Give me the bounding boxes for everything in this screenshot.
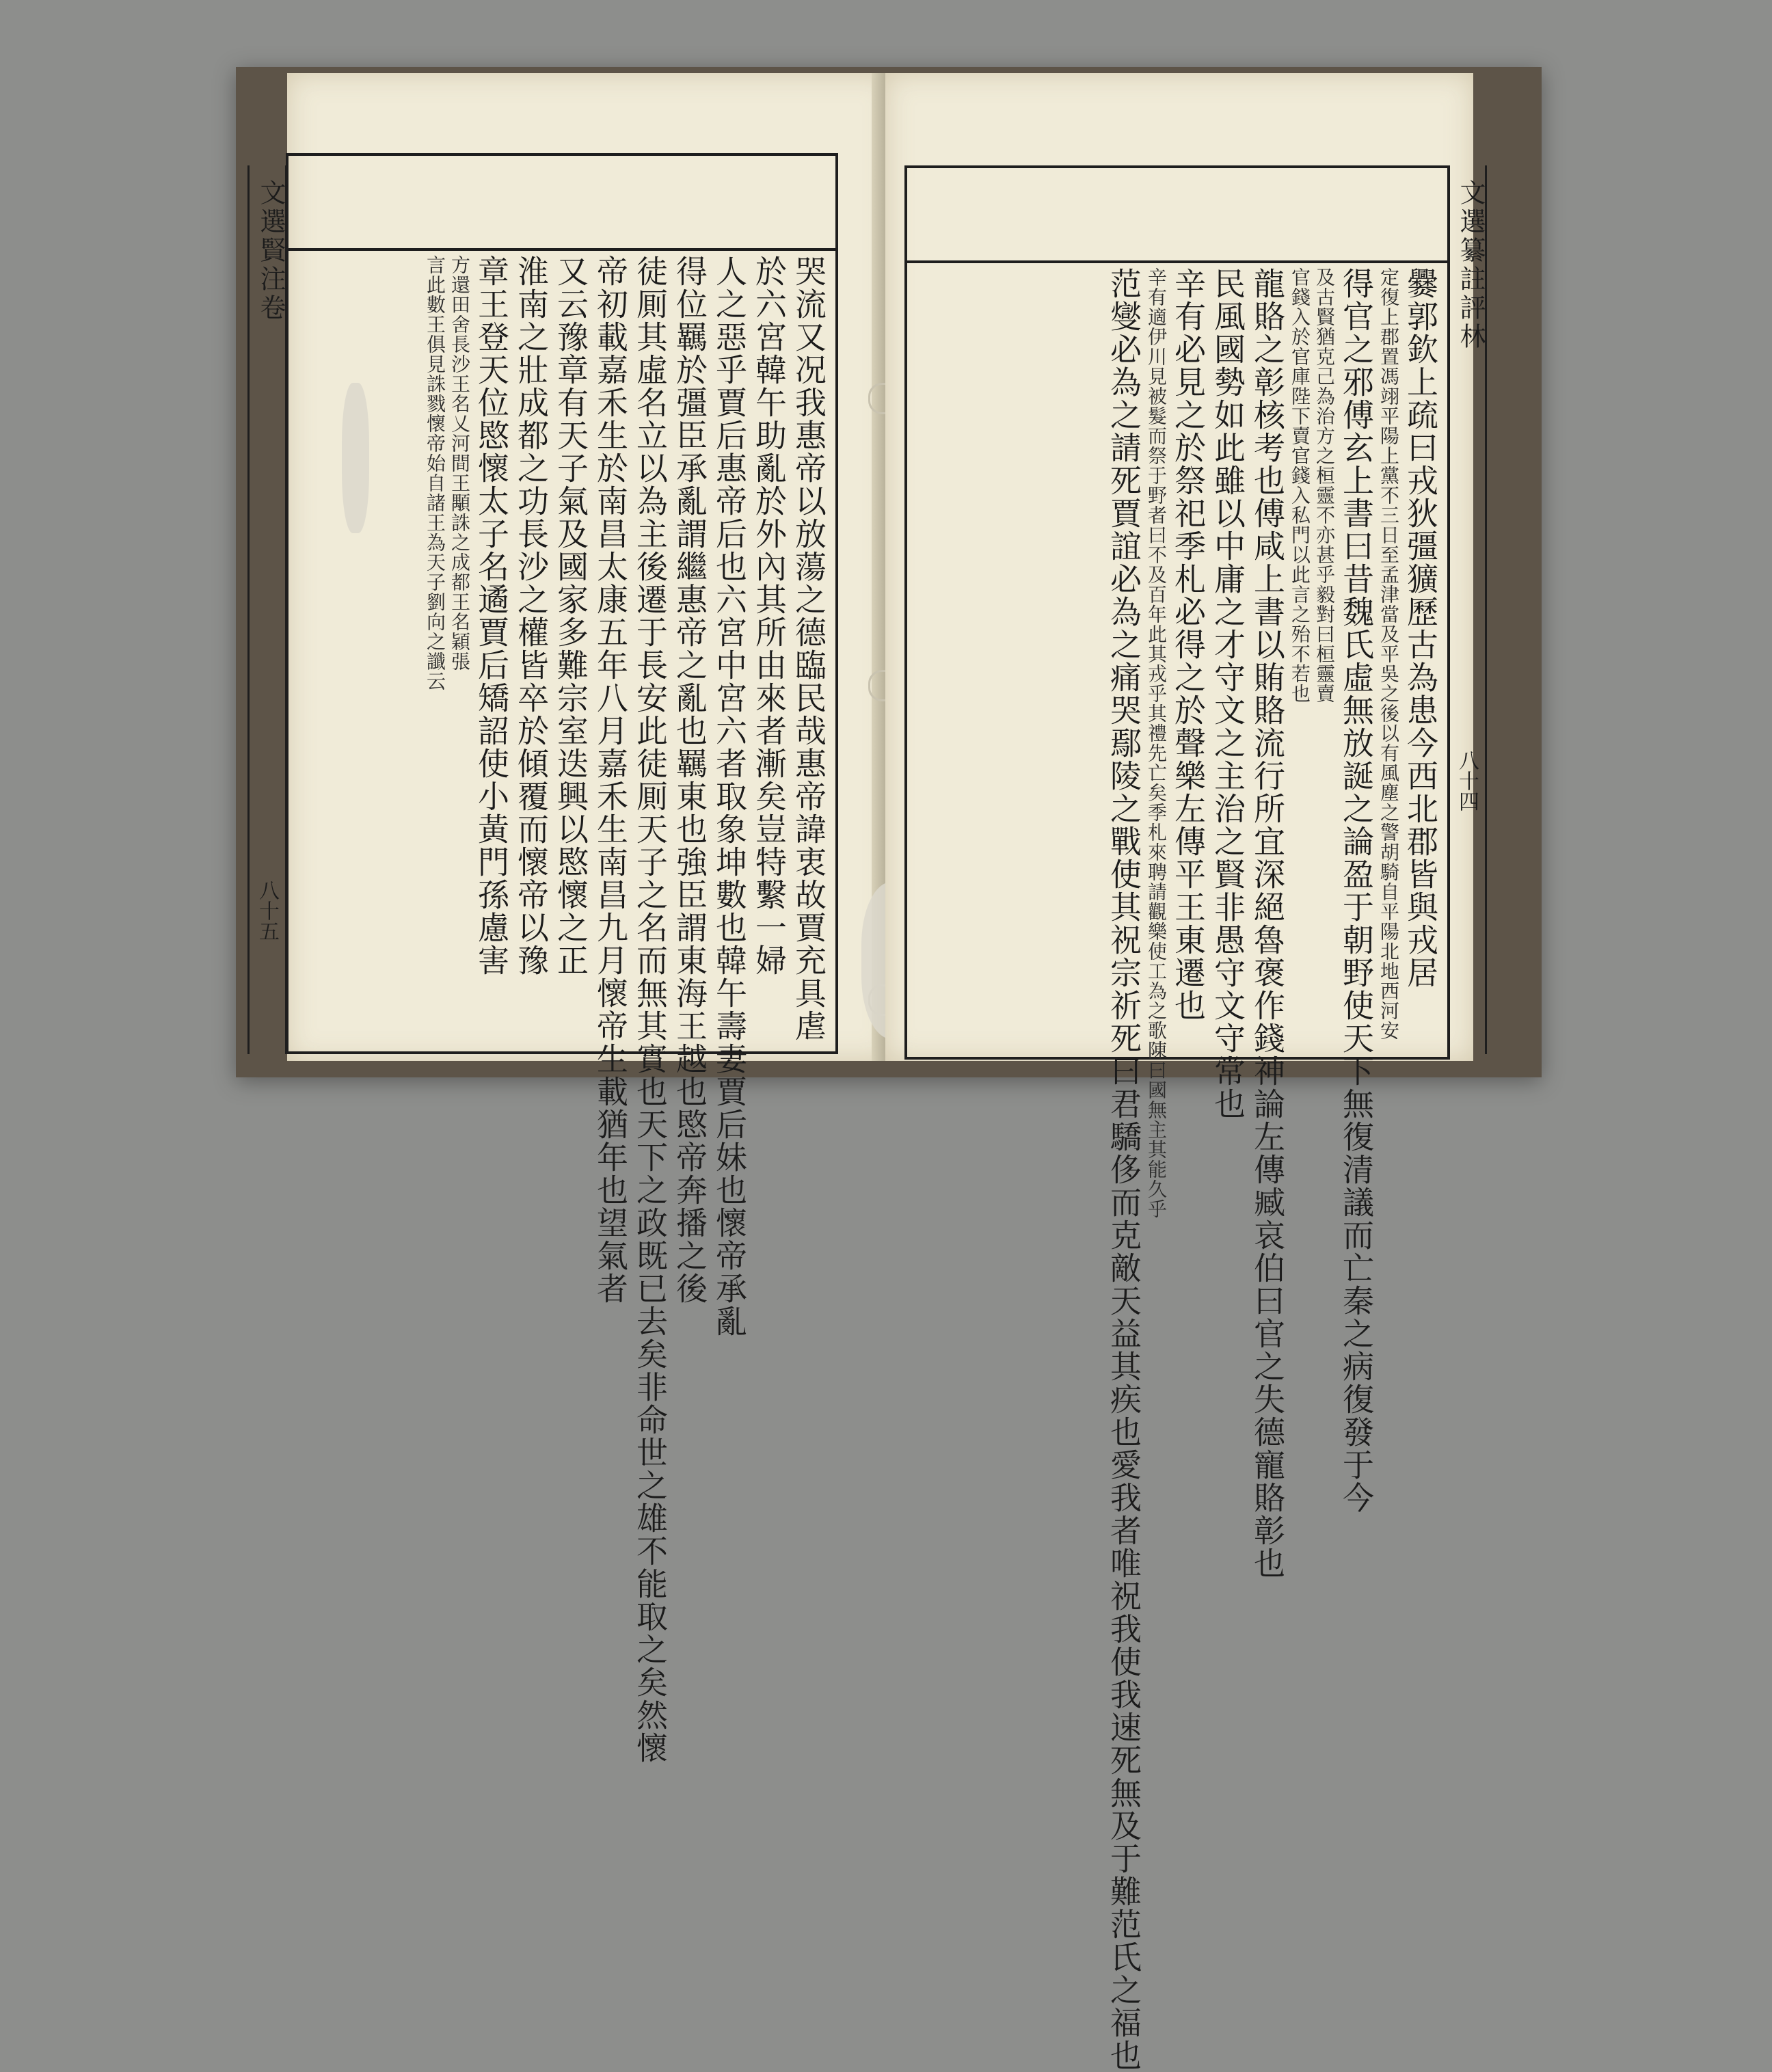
text-column: 淮南之壯成都之功長沙之權皆卒於傾覆而懷帝以豫	[513, 255, 550, 977]
text-column: 爨郭欽上疏曰戎狄彊獷歷古為患今西北郡皆與戎居	[1402, 267, 1439, 989]
right-text-frame	[904, 165, 1450, 2072]
text-column: 言此數王俱見誅戮懷帝始自諸王為天子劉向之讖云	[424, 255, 446, 691]
text-column: 官錢入於官庫陛下賣官錢入私門以此言之殆不若也	[1289, 267, 1311, 703]
paper-damage	[342, 383, 369, 533]
text-column: 辛有必見之於祭祀季札必得之於聲樂左傳平王東遷也	[1170, 267, 1207, 1022]
text-column: 又云豫章有天子氣及國家多難宗室迭興以愍懷之正	[552, 255, 589, 977]
text-column: 得官之邪傅玄上書曰昔魏氏虛無放誕之論盈于朝野使天下無復清議而亡秦之病復發于今	[1338, 267, 1375, 1514]
text-column: 哭流又况我惠帝以放蕩之德臨民哉惠帝諱衷故賈充具虐	[790, 255, 827, 1042]
right-spine	[1447, 165, 1487, 1054]
text-column: 龍賂之彰核考也傅咸上書以賄賂流行所宜深絕魯褒作錢神論左傳臧哀伯曰官之失德寵賂彰也	[1249, 267, 1286, 1580]
left-columns	[295, 255, 829, 1764]
text-column: 帝初載嘉禾生於南昌太康五年八月嘉禾生南昌九月懷帝生載猶年也望氣者	[592, 255, 629, 1305]
right-fold-number: 八十四	[1455, 750, 1479, 811]
right-columns	[914, 267, 1440, 2072]
text-column: 辛有適伊川見被髮而祭于野者曰不及百年此其戎乎其禮先亡矣季札來聘請觀樂使工為之歌陳曰國無主其能久乎	[1145, 267, 1168, 1219]
left-spine-title: 文選賢注卷	[256, 179, 286, 323]
left-page	[255, 73, 892, 1764]
text-column: 人之惡乎賈后惠帝后也六宮中宮六者取象坤數也韓午壽妻賈后妹也懷帝承亂	[711, 255, 748, 1338]
right-header-box	[907, 168, 1447, 263]
text-column: 方還田舍長沙王名乂河間王顒誅之成都王名穎張	[448, 255, 471, 671]
text-column: 章王登天位愍懷太子名遹賈后矯詔使小黃門孫慮害	[473, 255, 510, 977]
text-column: 徒厠其虛名立以為主後遷于長安此徒厠天子之名而無其實也天下之政既已去矣非命世之雄不能取之矣然懷	[632, 255, 669, 1764]
text-column: 及古賢猶克己為治方之桓靈不亦甚乎毅對曰桓靈賣	[1313, 267, 1336, 703]
right-spine-title: 文選纂註評林	[1455, 179, 1486, 351]
left-header-box	[288, 156, 835, 251]
left-text-frame	[286, 153, 838, 1764]
text-column: 得位羈於彊臣承亂謂繼惠帝之亂也羈東也強臣謂東海王越也愍帝奔播之後	[671, 255, 708, 1305]
text-column: 定復上郡置馮翊平陽上黨不三日至孟津當及平吳之後以有風塵之警胡騎自平陽北地西河安	[1378, 267, 1400, 1040]
text-column: 范燮必為之請死賈誼必為之痛哭鄢陵之戰使其祝宗祈死曰君驕侈而克敵天益其疾也愛我者唯祝我使我速死無及于難范氏之福也	[1105, 267, 1142, 2072]
text-column: 民風國勢如此雖以中庸之才守文之主治之賢非愚守文守常也	[1209, 267, 1246, 1120]
text-column: 於六宮韓午助亂於外內其所由來者漸矣豈特繫一婦	[751, 255, 788, 977]
left-fold-number: 八十五	[255, 880, 279, 941]
right-page	[885, 73, 1486, 2072]
